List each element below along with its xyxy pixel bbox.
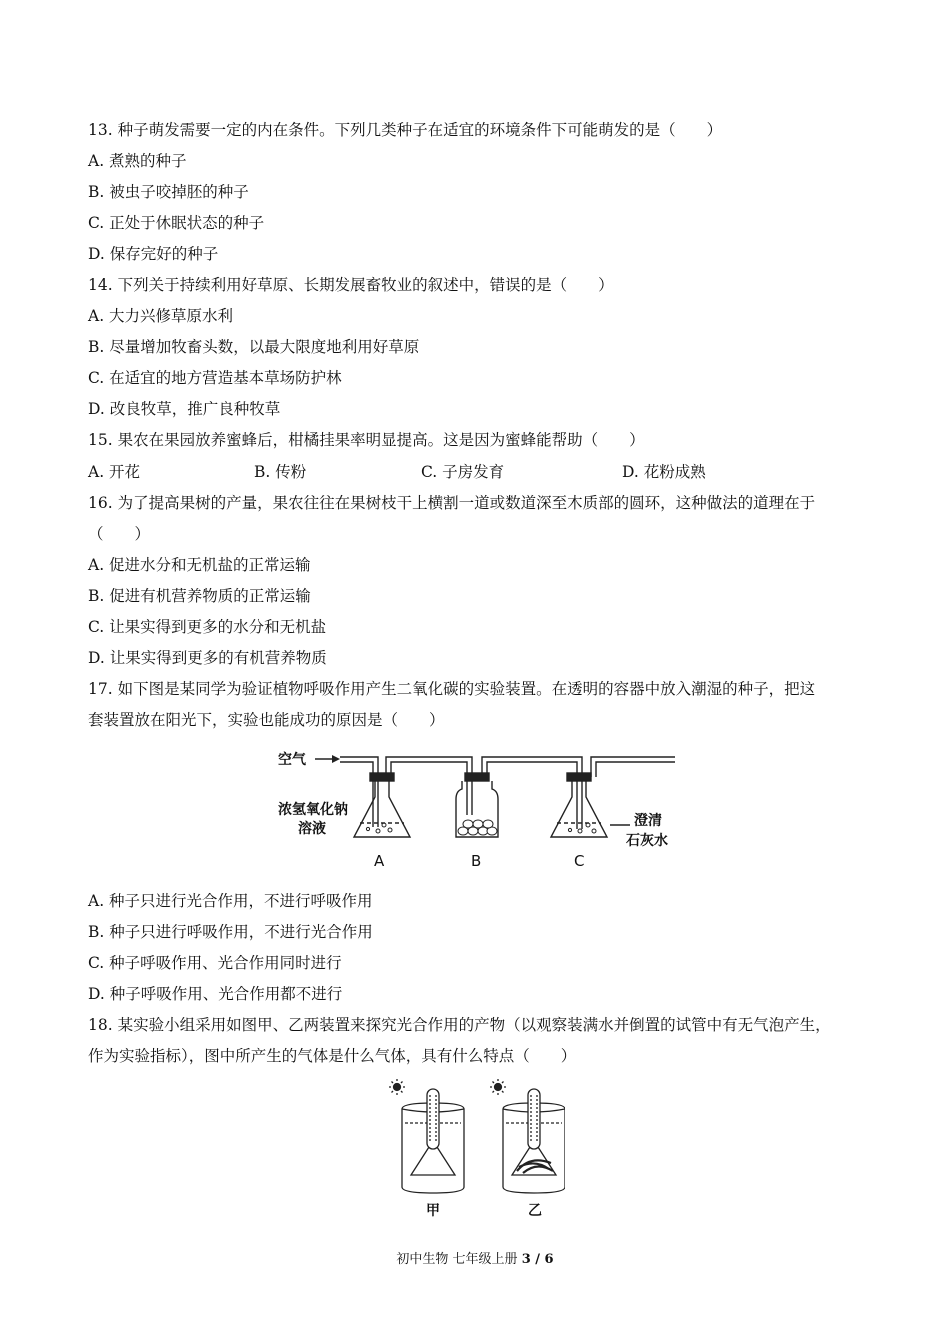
naoh-label-line1: 浓氢氧化钠 <box>278 802 348 818</box>
flask-c-stopper <box>567 773 591 781</box>
q15-option-a: A. 开花 <box>88 463 141 481</box>
q16-option-b: B. 促进有机营养物质的正常运输 <box>88 587 311 605</box>
flask-a <box>354 779 410 837</box>
q16-stem-line2: （ ） <box>88 525 151 543</box>
q15-option-b: B. 传粉 <box>254 463 307 481</box>
q13-option-c: C. 正处于休眠状态的种子 <box>88 214 265 232</box>
test-tube-yi <box>528 1089 540 1149</box>
funnel-jia <box>411 1147 455 1175</box>
q14-option-b: B. 尽量增加牧畜头数，以最大限度地利用好草原 <box>88 338 420 356</box>
q13-stem: 13. 种子萌发需要一定的内在条件。下列几类种子在适宜的环境条件下可能萌发的是（ ） <box>88 121 723 139</box>
q16-option-c: C. 让果实得到更多的水分和无机盐 <box>88 618 327 636</box>
footer-text: 初中生物 七年级上册 <box>396 1252 522 1267</box>
limewater-label-line2: 石灰水 <box>626 833 668 849</box>
test-tube-jia <box>427 1089 439 1149</box>
q16-option-a: A. 促进水分和无机盐的正常运输 <box>88 556 311 574</box>
q17-option-c: C. 种子呼吸作用、光合作用同时进行 <box>88 954 342 972</box>
bottle-b-stopper <box>465 773 489 781</box>
q16-option-d: D. 让果实得到更多的有机营养物质 <box>88 649 327 667</box>
q17-option-d: D. 种子呼吸作用、光合作用都不进行 <box>88 985 343 1003</box>
q18-apparatus-figure <box>385 1075 565 1225</box>
flask-a-stopper <box>370 773 394 781</box>
q15-option-c: C. 子房发育 <box>421 463 505 481</box>
flask-label-a: A <box>374 852 385 870</box>
q14-option-d: D. 改良牧草，推广良种牧草 <box>88 400 281 418</box>
sun-icon <box>490 1079 506 1095</box>
q13-option-d: D. 保存完好的种子 <box>88 245 219 263</box>
q14-stem: 14. 下列关于持续利用好草原、长期发展畜牧业的叙述中，错误的是（ ） <box>88 276 614 294</box>
q17-option-a: A. 种子只进行光合作用，不进行呼吸作用 <box>88 892 373 910</box>
sun-icon <box>389 1079 405 1095</box>
air-label: 空气 <box>278 752 306 768</box>
q14-option-c: C. 在适宜的地方营造基本草场防护林 <box>88 369 342 387</box>
q15-stem: 15. 果农在果园放养蜜蜂后，柑橘挂果率明显提高。这是因为蜜蜂能帮助（ ） <box>88 431 645 449</box>
page-footer <box>0 1248 950 1267</box>
q15-option-d: D. 花粉成熟 <box>622 463 706 481</box>
q18-stem-line2: 作为实验指标），图中所产生的气体是什么气体，具有什么特点（ ） <box>88 1047 577 1065</box>
naoh-label-line2: 溶液 <box>298 821 326 837</box>
aquatic-plant <box>517 1160 553 1173</box>
q17-stem-line1: 17. 如下图是某同学为验证植物呼吸作用产生二氧化碳的实验装置。在透明的容器中放入潮湿的种子，把这 <box>88 680 816 698</box>
figure-label-yi: 乙 <box>528 1203 542 1219</box>
flask-label-c: C <box>574 852 585 870</box>
flask-c <box>551 779 607 837</box>
q13-option-b: B. 被虫子咬掉胚的种子 <box>88 183 249 201</box>
tube-a-to-b <box>386 757 472 815</box>
q17-stem-line2: 套装置放在阳光下，实验也能成功的原因是（ ） <box>88 711 445 729</box>
limewater-label-line1: 澄清 <box>634 813 662 829</box>
q18-stem-line1: 18. 某实验小组采用如图甲、乙两装置来探究光合作用的产物（以观察装满水并倒置的试管中有无气泡产生， <box>88 1016 831 1034</box>
q17-apparatus-figure <box>270 745 690 875</box>
seeds <box>458 820 497 835</box>
air-arrow-head <box>332 755 340 763</box>
q16-stem-line1: 16. 为了提高果树的产量，果农往往在果树枝干上横割一道或数道深至木质部的圆环，这种做法的道理在于 <box>88 494 816 512</box>
q13-option-a: A. 煮熟的种子 <box>88 152 187 170</box>
figure-label-jia: 甲 <box>426 1203 440 1219</box>
flask-label-b: B <box>471 852 482 870</box>
page-number: 3 / 6 <box>521 1252 554 1267</box>
q17-option-b: B. 种子只进行呼吸作用，不进行光合作用 <box>88 923 373 941</box>
tube-c-outlet <box>591 757 675 777</box>
q14-option-a: A. 大力兴修草原水利 <box>88 307 234 325</box>
